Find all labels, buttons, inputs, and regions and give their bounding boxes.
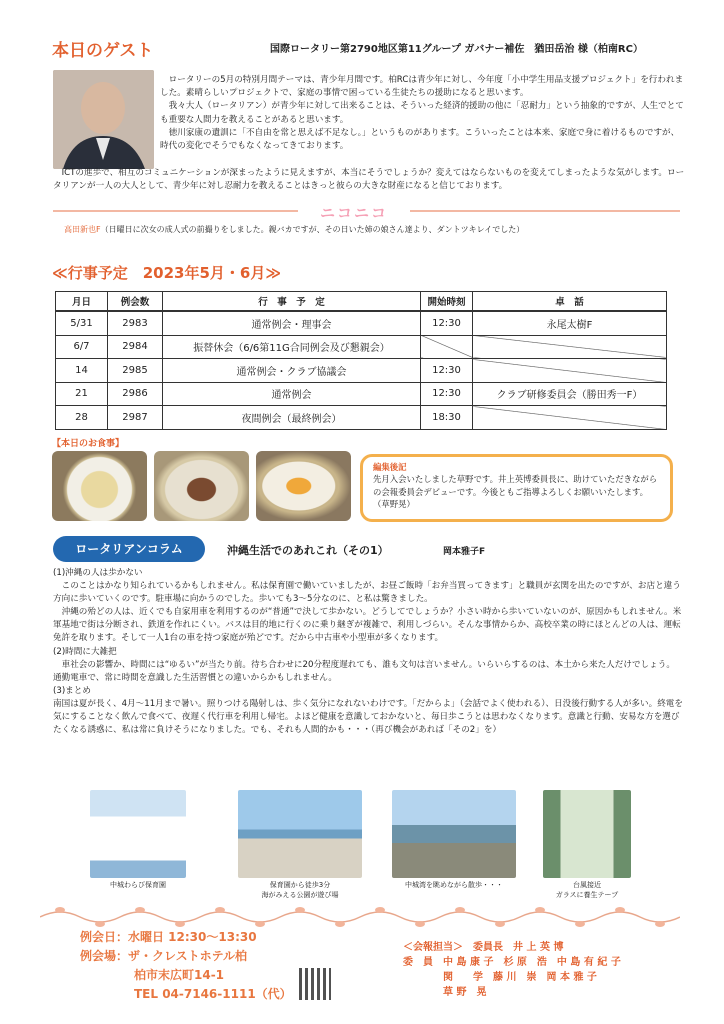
- nikoniko-text: （日曜日に次女の成人式の前撮りをしました。親バカですが、その日いた姉の娘さん達より、ダントツキレイでした）: [100, 225, 525, 234]
- publisher-line: 草 野 晃: [403, 987, 487, 998]
- qr-code-icon: [299, 968, 331, 1000]
- cell-date: 14: [56, 359, 108, 383]
- column-heading: (1)沖縄の人は歩かない: [53, 568, 143, 578]
- cell-talk: 永尾太樹F: [473, 311, 667, 335]
- cell-date: 21: [56, 382, 108, 406]
- editor-note-box: [360, 454, 673, 522]
- meal-photo: [154, 451, 249, 521]
- column-body: [53, 567, 683, 737]
- cell-time: 12:30: [421, 311, 473, 335]
- schedule-table: [55, 291, 667, 430]
- meeting-place: 例会場：ザ・クレストホテル柏: [80, 949, 248, 963]
- column-paragraph: 沖縄の殆どの人は、近くでも自家用車を利用するのが“普通”で決して歩かない。どうしてでしょうか？小さい時から歩いていないのが、原因かもしれません。米軍基地で街は分断され、鉄道を作れにくい。バスは目的地に行くのに乗り継ぎが複雑で、利用しづらい。そんな事情からか、高校卒業の時にほとんどの人は、運転免許を取ります。そして一人1台の車を持つ家庭が殆どです。だから中古車や小型車が多くなります。: [53, 607, 682, 644]
- guest-name: 国際ロータリー第2790地区第11グループ ガバナー補佐 猶田岳治 様（柏南RC）: [270, 44, 643, 55]
- publisher-members: [403, 955, 621, 1000]
- editor-note-heading: 編集後記: [373, 462, 407, 472]
- meal-photo: [52, 451, 147, 521]
- guest-message-continued: [53, 167, 685, 193]
- column-paragraph: このことはかなり知られているかもしれません。私は保育園で働いていましたが、お昼ご飯時「お弁当買ってきます」と職員が玄関を出たのですが、お店と違う方向に歩いていくのです。駐車場に向かうのでした。歩いても3～5分なのに、と私は驚きました。: [53, 581, 681, 605]
- header-time: 開始時刻: [421, 292, 473, 312]
- publisher-heading: ＜会報担当＞ 委員長 井 上 英 博: [403, 942, 564, 953]
- nikoniko-entry: [64, 224, 674, 236]
- cell-talk-empty: [473, 359, 667, 383]
- cell-event: 振替休会（6/6第11G合同例会及び懇親会）: [163, 335, 421, 359]
- meal-label: 【本日のお食事】: [52, 439, 125, 449]
- cell-number: 2985: [108, 359, 163, 383]
- guest-section-title: 本日のゲスト: [52, 41, 154, 61]
- column-paragraph: 車社会の影響か、時間には“ゆるい”が当たり前。待ち合わせに20分程度遅れても、誰も文句は言いません。いらいらするのは、本土から来た人だけでしょう。通勤電車で、常に時間を意識した生活習慣との違いからかもしれません。: [53, 659, 675, 683]
- meeting-info: [80, 928, 292, 1004]
- typhoon-tape-photo: [543, 790, 631, 878]
- cell-date: 28: [56, 406, 108, 430]
- park-photo: [238, 790, 362, 878]
- photo-caption: 台風接近 ガラスに養生テープ: [555, 881, 619, 899]
- guest-paragraph: 徳川家康の遺訓に「不自由を常と思えば不足なし。」というものがあります。こういったことは本来、家庭で身に着けるものですが、時代の変化でそうでもなくなってきております。: [160, 127, 680, 152]
- guest-paragraph: ロータリーの5月の特別月間テーマは、青少年月間です。柏RCは青少年に対し、今年度「小中学生用品支援プロジェクト」を行われました。素晴らしいプロジェクトで、家庭の事情で困っている生徒たちの援助になると思います。: [160, 75, 684, 99]
- table-row: [56, 359, 667, 383]
- column-author: 岡本雅子F: [443, 547, 486, 557]
- nursery-photo: [90, 790, 186, 878]
- cell-time: 12:30: [421, 382, 473, 406]
- cell-event: 通常例会・クラブ協議会: [163, 359, 421, 383]
- schedule-header-row: [56, 292, 667, 312]
- cell-event: 夜間例会（最終例会）: [163, 406, 421, 430]
- cell-talk: クラブ研修委員会（勝田秀一F）: [473, 382, 667, 406]
- column-tag: ロータリアンコラム: [53, 536, 205, 562]
- cell-number: 2987: [108, 406, 163, 430]
- editor-note-text: 先月入会いたしました草野です。井上英博委員長に、助けていただきながらの会報委員会デビューです。今後ともご指導よろしくお願いいたします。（草野晃）: [373, 474, 658, 510]
- cell-talk-empty: [473, 335, 667, 359]
- cell-time: 18:30: [421, 406, 473, 430]
- table-row: [56, 406, 667, 430]
- guest-message: [160, 74, 685, 153]
- publisher-line: 委 員 中 島 康 子 杉 原 浩 中 島 有 紀 子: [403, 957, 621, 968]
- table-row: [56, 382, 667, 406]
- header-event: 行 事 予 定: [163, 292, 421, 312]
- photo-caption: 中城湾を眺めながら散歩・・・: [405, 881, 503, 889]
- nikoniko-member: 高田新也F: [64, 225, 101, 234]
- guest-paragraph: ICTの進歩で、相互のコミュニケーションが深まったように見えますが、本当にそうでしょうか？変えてはならないものを変えてしまったような気がします。ロータリアンが一人の大人として、青少年に対し忍耐力を教えることはきっと彼らの大きな財産になると信じております。: [53, 168, 685, 192]
- cell-date: 6/7: [56, 335, 108, 359]
- decorative-vine: [40, 905, 680, 929]
- cell-talk-empty: [473, 406, 667, 430]
- column-title: 沖縄生活でのあれこれ（その1）: [227, 544, 389, 557]
- meeting-tel: TEL 04-7146-1111（代）: [134, 987, 292, 1001]
- guest-paragraph: 我々大人（ロータリアン）が青少年に対して出来ることは、そういった経済的援助の他に「忍耐力」という抽象的ですが、人生でとても重要な人間力を教えることがあると思います。: [160, 101, 684, 125]
- table-row: [56, 335, 667, 359]
- cell-number: 2984: [108, 335, 163, 359]
- cell-time: 12:30: [421, 359, 473, 383]
- header-talk: 卓 話: [473, 292, 667, 312]
- cell-event: 通常例会・理事会: [163, 311, 421, 335]
- cell-number: 2986: [108, 382, 163, 406]
- photo-caption: 中城わらび保育園: [110, 881, 166, 889]
- cell-event: 通常例会: [163, 382, 421, 406]
- column-heading: (3)まとめ: [53, 685, 91, 696]
- meal-photo: [256, 451, 351, 521]
- header-date: 月日: [56, 292, 108, 312]
- cell-number: 2983: [108, 311, 163, 335]
- nikoniko-title: ニコニコ: [298, 202, 410, 220]
- cell-date: 5/31: [56, 311, 108, 335]
- photo-caption: 保育園から徒歩3分 海がみえる公園が遊び場: [261, 881, 339, 899]
- header-number: 例会数: [108, 292, 163, 312]
- meeting-address: 柏市末広町14-1: [134, 968, 225, 982]
- cell-time-empty: [421, 335, 473, 359]
- column-heading: (2)時間に大雑把: [53, 646, 117, 657]
- table-row: [56, 311, 667, 335]
- schedule-title: ≪行事予定 2023年5月・6月≫: [52, 264, 282, 282]
- publisher-line: 関 学 藤 川 崇 岡 本 雅 子: [403, 972, 597, 983]
- walk-photo: [392, 790, 516, 878]
- meeting-day: 例会日：水曜日 12:30～13:30: [80, 930, 257, 944]
- column-paragraph: 南国は夏が長く、4月～11月まで暑い。照りつける陽射しは、歩く気分になれないわけです。「だからよ」（会話でよく使われる）、日没後行動する人が多い。終電を気にすることなく飲んで食べて、夜遅く代行車を利用し帰宅。よほど健康を意識しておかないと、毎日歩こうとは思わなくなります。意識と行動、安易な方を選びたくなる誘惑に、私は常に負けそうになりました。でも、それも人間的かも・・・（再び機会があれば「その2」を）: [53, 698, 683, 736]
- guest-portrait: [53, 70, 154, 169]
